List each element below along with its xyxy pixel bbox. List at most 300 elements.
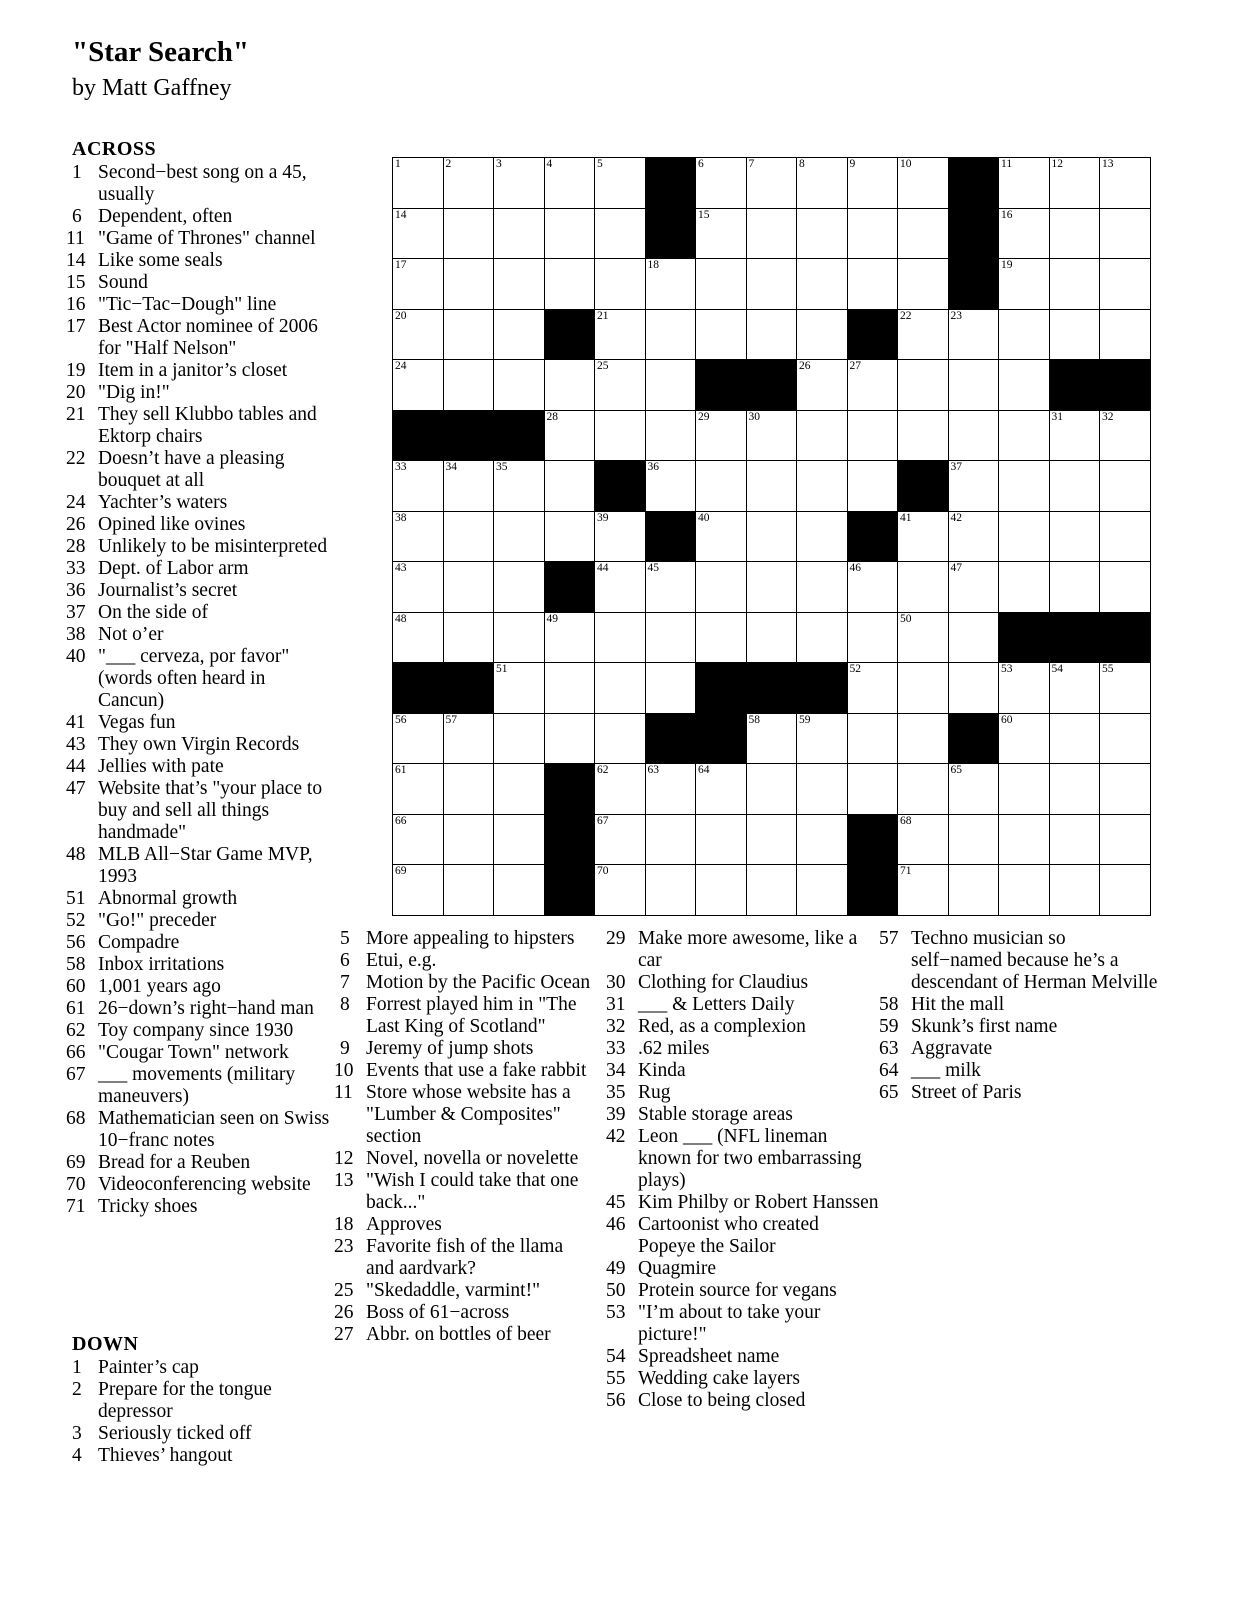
grid-cell[interactable] bbox=[696, 511, 747, 562]
grid-cell[interactable] bbox=[898, 814, 949, 865]
grid-cell[interactable] bbox=[746, 461, 797, 512]
grid-cell[interactable] bbox=[595, 309, 646, 360]
grid-cell[interactable] bbox=[494, 663, 545, 714]
grid-block-cell bbox=[746, 663, 797, 714]
grid-cell[interactable] bbox=[645, 663, 696, 714]
grid-cell[interactable] bbox=[494, 562, 545, 613]
grid-cell-number: 26 bbox=[799, 360, 811, 372]
grid-cell[interactable] bbox=[1049, 865, 1100, 916]
grid-cell[interactable] bbox=[1049, 410, 1100, 461]
clue-number: 11 bbox=[334, 1082, 353, 1103]
grid-cell-number: 22 bbox=[900, 309, 912, 322]
clue-text: .62 miles bbox=[638, 1038, 710, 1059]
grid-cell[interactable] bbox=[1049, 562, 1100, 613]
clue-text: Dept. of Labor arm bbox=[98, 558, 249, 579]
grid-cell-number: 37 bbox=[950, 461, 962, 473]
grid-row bbox=[393, 713, 1151, 764]
clue-number: 1 bbox=[72, 1357, 82, 1378]
grid-cell[interactable] bbox=[645, 865, 696, 916]
clue-item bbox=[66, 734, 332, 756]
grid-cell[interactable] bbox=[1100, 814, 1151, 865]
grid-cell[interactable] bbox=[999, 764, 1050, 815]
grid-cell[interactable] bbox=[696, 158, 747, 209]
grid-cell[interactable] bbox=[595, 158, 646, 209]
clue-text: "Skedaddle, varmint!" bbox=[366, 1280, 541, 1301]
clue-text: They sell Klubbo tables and Ektorp chairs bbox=[98, 404, 317, 447]
grid-cell[interactable] bbox=[393, 814, 444, 865]
clue-number: 68 bbox=[66, 1108, 86, 1129]
clue-item bbox=[66, 294, 332, 316]
grid-cell[interactable] bbox=[393, 713, 444, 764]
grid-cell[interactable] bbox=[898, 562, 949, 613]
grid-cell[interactable] bbox=[746, 865, 797, 916]
grid-cell[interactable] bbox=[898, 259, 949, 310]
grid-cell[interactable] bbox=[494, 208, 545, 259]
clue-number: 17 bbox=[66, 316, 86, 337]
clue-number: 39 bbox=[606, 1104, 626, 1125]
grid-cell[interactable] bbox=[999, 814, 1050, 865]
grid-cell[interactable] bbox=[1049, 764, 1100, 815]
grid-cell[interactable] bbox=[1100, 461, 1151, 512]
grid-cell[interactable] bbox=[696, 208, 747, 259]
grid-cell[interactable] bbox=[898, 309, 949, 360]
grid-block-cell bbox=[645, 511, 696, 562]
grid-cell-number: 50 bbox=[900, 612, 912, 625]
grid-cell[interactable] bbox=[999, 461, 1050, 512]
grid-cell[interactable] bbox=[797, 461, 848, 512]
grid-cell[interactable] bbox=[1049, 814, 1100, 865]
clue-item bbox=[66, 1064, 332, 1108]
grid-cell-number: 51 bbox=[496, 663, 508, 675]
grid-cell[interactable] bbox=[393, 360, 444, 411]
grid-cell[interactable] bbox=[595, 865, 646, 916]
grid-cell[interactable] bbox=[847, 410, 898, 461]
grid-cell-number: 40 bbox=[698, 511, 710, 524]
grid-cell[interactable] bbox=[898, 208, 949, 259]
grid-block-cell bbox=[544, 814, 595, 865]
grid-cell[interactable] bbox=[1100, 562, 1151, 613]
clue-item bbox=[66, 448, 332, 492]
grid-cell[interactable] bbox=[999, 208, 1050, 259]
grid-cell[interactable] bbox=[948, 461, 999, 512]
grid-cell[interactable] bbox=[696, 461, 747, 512]
grid-cell[interactable] bbox=[595, 663, 646, 714]
grid-cell[interactable] bbox=[393, 208, 444, 259]
grid-cell[interactable] bbox=[393, 865, 444, 916]
clue-text: Abnormal growth bbox=[98, 888, 238, 909]
grid-cell[interactable] bbox=[544, 461, 595, 512]
grid-cell[interactable] bbox=[595, 562, 646, 613]
grid-cell[interactable] bbox=[797, 865, 848, 916]
clue-text: Events that use a fake rabbit bbox=[366, 1060, 587, 1081]
grid-cell[interactable] bbox=[645, 309, 696, 360]
clue-item bbox=[606, 994, 880, 1016]
grid-cell[interactable] bbox=[645, 410, 696, 461]
grid-cell[interactable] bbox=[443, 208, 494, 259]
grid-cell[interactable] bbox=[595, 410, 646, 461]
grid-cell[interactable] bbox=[797, 511, 848, 562]
grid-cell[interactable] bbox=[948, 612, 999, 663]
grid-cell[interactable] bbox=[544, 663, 595, 714]
clue-number: 33 bbox=[606, 1038, 626, 1059]
grid-cell[interactable] bbox=[443, 612, 494, 663]
grid-cell[interactable] bbox=[1100, 865, 1151, 916]
grid-cell[interactable] bbox=[595, 612, 646, 663]
grid-cell[interactable] bbox=[494, 158, 545, 209]
grid-cell[interactable] bbox=[595, 713, 646, 764]
grid-cell[interactable] bbox=[443, 814, 494, 865]
grid-cell[interactable] bbox=[544, 208, 595, 259]
grid-cell[interactable] bbox=[948, 764, 999, 815]
grid-cell-number: 20 bbox=[395, 309, 407, 322]
grid-cell[interactable] bbox=[898, 511, 949, 562]
grid-cell[interactable] bbox=[898, 158, 949, 209]
grid-cell[interactable] bbox=[443, 713, 494, 764]
clue-number: 65 bbox=[879, 1082, 899, 1103]
grid-cell[interactable] bbox=[847, 612, 898, 663]
grid-cell-number: 31 bbox=[1051, 410, 1063, 423]
grid-cell[interactable] bbox=[393, 461, 444, 512]
grid-cell[interactable] bbox=[1049, 208, 1100, 259]
grid-cell[interactable] bbox=[847, 259, 898, 310]
grid-cell[interactable] bbox=[443, 309, 494, 360]
clue-number: 55 bbox=[606, 1368, 626, 1389]
grid-cell[interactable] bbox=[544, 612, 595, 663]
grid-cell[interactable] bbox=[746, 259, 797, 310]
grid-cell[interactable] bbox=[948, 511, 999, 562]
grid-cell[interactable] bbox=[898, 360, 949, 411]
grid-block-cell bbox=[847, 511, 898, 562]
clue-number: 22 bbox=[66, 448, 86, 469]
grid-cell[interactable] bbox=[1049, 158, 1100, 209]
grid-cell[interactable] bbox=[948, 410, 999, 461]
grid-cell[interactable] bbox=[443, 158, 494, 209]
clue-text: Make more awesome, like a car bbox=[638, 928, 858, 971]
grid-cell[interactable] bbox=[393, 562, 444, 613]
grid-cell[interactable] bbox=[696, 410, 747, 461]
clue-item bbox=[606, 928, 880, 972]
grid-cell[interactable] bbox=[645, 360, 696, 411]
grid-cell-number: 42 bbox=[950, 511, 962, 524]
clue-text: ___ milk bbox=[911, 1060, 981, 1081]
clue-text: Spreadsheet name bbox=[638, 1346, 780, 1367]
grid-cell[interactable] bbox=[797, 360, 848, 411]
clue-text: MLB All−Star Game MVP, 1993 bbox=[98, 844, 313, 887]
clue-item bbox=[879, 1016, 1160, 1038]
grid-block-cell bbox=[544, 309, 595, 360]
grid-cell[interactable] bbox=[847, 461, 898, 512]
grid-cell[interactable] bbox=[696, 764, 747, 815]
grid-cell-number: 47 bbox=[950, 562, 962, 574]
grid-cell[interactable] bbox=[1049, 511, 1100, 562]
grid-cell-number: 39 bbox=[597, 511, 609, 524]
clue-text: Vegas fun bbox=[98, 712, 176, 733]
clue-text: Prepare for the tongue depressor bbox=[98, 1379, 272, 1422]
clue-number: 38 bbox=[66, 624, 86, 645]
grid-cell[interactable] bbox=[1100, 208, 1151, 259]
grid-cell[interactable] bbox=[847, 158, 898, 209]
grid-cell[interactable] bbox=[1100, 309, 1151, 360]
grid-cell[interactable] bbox=[847, 663, 898, 714]
grid-cell[interactable] bbox=[443, 865, 494, 916]
clue-item bbox=[72, 206, 332, 228]
grid-cell[interactable] bbox=[696, 562, 747, 613]
grid-cell[interactable] bbox=[494, 259, 545, 310]
grid-cell[interactable] bbox=[645, 259, 696, 310]
grid-cell[interactable] bbox=[1100, 713, 1151, 764]
clue-item bbox=[66, 514, 332, 536]
clue-number: 18 bbox=[334, 1214, 354, 1235]
grid-cell[interactable] bbox=[746, 208, 797, 259]
grid-cell[interactable] bbox=[746, 612, 797, 663]
clue-item bbox=[334, 1170, 596, 1214]
down-clue-list-1 bbox=[72, 1357, 332, 1467]
grid-cell[interactable] bbox=[999, 309, 1050, 360]
grid-cell[interactable] bbox=[847, 360, 898, 411]
down-clues-column-4 bbox=[879, 928, 1160, 1104]
grid-cell-number: 1 bbox=[395, 158, 401, 170]
grid-cell[interactable] bbox=[898, 410, 949, 461]
grid-cell-number: 9 bbox=[849, 158, 856, 170]
grid-cell[interactable] bbox=[797, 713, 848, 764]
grid-cell[interactable] bbox=[393, 259, 444, 310]
grid-cell[interactable] bbox=[948, 360, 999, 411]
grid-cell-number: 14 bbox=[395, 208, 407, 221]
grid-cell[interactable] bbox=[595, 511, 646, 562]
grid-cell[interactable] bbox=[999, 713, 1050, 764]
grid-block-cell bbox=[696, 713, 747, 764]
clue-item bbox=[66, 492, 332, 514]
grid-cell[interactable] bbox=[494, 511, 545, 562]
grid-table[interactable] bbox=[392, 157, 1151, 916]
grid-cell[interactable] bbox=[948, 309, 999, 360]
grid-cell[interactable] bbox=[797, 309, 848, 360]
grid-block-cell bbox=[948, 259, 999, 310]
grid-cell[interactable] bbox=[645, 814, 696, 865]
grid-cell[interactable] bbox=[595, 360, 646, 411]
grid-cell[interactable] bbox=[847, 764, 898, 815]
grid-cell[interactable] bbox=[746, 410, 797, 461]
grid-cell[interactable] bbox=[443, 360, 494, 411]
grid-cell[interactable] bbox=[797, 764, 848, 815]
grid-cell[interactable] bbox=[1049, 259, 1100, 310]
grid-cell-number: 32 bbox=[1102, 410, 1114, 423]
clue-item bbox=[66, 778, 332, 844]
grid-cell[interactable] bbox=[645, 764, 696, 815]
grid-cell[interactable] bbox=[645, 461, 696, 512]
grid-cell[interactable] bbox=[494, 764, 545, 815]
clue-number: 28 bbox=[66, 536, 86, 557]
grid-cell[interactable] bbox=[999, 562, 1050, 613]
grid-cell[interactable] bbox=[999, 511, 1050, 562]
clue-text: Painter’s cap bbox=[98, 1357, 199, 1378]
clue-item bbox=[334, 1280, 596, 1302]
grid-cell[interactable] bbox=[494, 865, 545, 916]
grid-cell[interactable] bbox=[443, 461, 494, 512]
grid-cell[interactable] bbox=[999, 158, 1050, 209]
grid-cell[interactable] bbox=[595, 764, 646, 815]
clue-number: 32 bbox=[606, 1016, 626, 1037]
clue-number: 23 bbox=[334, 1236, 354, 1257]
grid-cell[interactable] bbox=[443, 764, 494, 815]
grid-cell[interactable] bbox=[696, 814, 747, 865]
grid-cell[interactable] bbox=[1100, 410, 1151, 461]
grid-cell[interactable] bbox=[494, 814, 545, 865]
grid-cell[interactable] bbox=[847, 208, 898, 259]
grid-cell[interactable] bbox=[1049, 713, 1100, 764]
grid-cell-number: 52 bbox=[849, 663, 861, 675]
grid-cell[interactable] bbox=[948, 562, 999, 613]
grid-cell[interactable] bbox=[847, 713, 898, 764]
clue-item bbox=[72, 1445, 332, 1467]
grid-cell[interactable] bbox=[898, 764, 949, 815]
grid-cell[interactable] bbox=[393, 764, 444, 815]
grid-cell[interactable] bbox=[999, 663, 1050, 714]
grid-cell[interactable] bbox=[443, 259, 494, 310]
clue-item bbox=[334, 1302, 596, 1324]
grid-cell-number: 29 bbox=[698, 410, 710, 423]
grid-cell-number: 24 bbox=[395, 360, 407, 372]
grid-cell[interactable] bbox=[494, 309, 545, 360]
grid-cell[interactable] bbox=[494, 360, 545, 411]
grid-row bbox=[393, 360, 1151, 411]
grid-cell[interactable] bbox=[999, 259, 1050, 310]
grid-cell[interactable] bbox=[595, 814, 646, 865]
clue-text: More appealing to hipsters bbox=[366, 928, 575, 949]
clue-text: Unlikely to be misinterpreted bbox=[98, 536, 328, 557]
clue-number: 62 bbox=[66, 1020, 86, 1041]
grid-cell[interactable] bbox=[544, 511, 595, 562]
grid-cell[interactable] bbox=[393, 309, 444, 360]
grid-cell[interactable] bbox=[696, 259, 747, 310]
grid-cell[interactable] bbox=[1100, 511, 1151, 562]
clue-text: "Dig in!" bbox=[98, 382, 170, 403]
clue-item bbox=[334, 1236, 596, 1280]
grid-cell[interactable] bbox=[443, 511, 494, 562]
grid-cell[interactable] bbox=[393, 511, 444, 562]
grid-cell[interactable] bbox=[1049, 309, 1100, 360]
grid-cell[interactable] bbox=[544, 410, 595, 461]
grid-cell[interactable] bbox=[595, 259, 646, 310]
grid-cell[interactable] bbox=[544, 259, 595, 310]
grid-cell[interactable] bbox=[746, 309, 797, 360]
clue-text: Boss of 61−across bbox=[366, 1302, 510, 1323]
grid-cell[interactable] bbox=[746, 814, 797, 865]
grid-cell[interactable] bbox=[696, 309, 747, 360]
grid-cell[interactable] bbox=[746, 158, 797, 209]
clue-text: "Game of Thrones" channel bbox=[98, 228, 316, 249]
clue-number: 6 bbox=[72, 206, 82, 227]
grid-cell[interactable] bbox=[898, 663, 949, 714]
grid-block-cell bbox=[393, 663, 444, 714]
clue-number: 31 bbox=[606, 994, 626, 1015]
clue-text: Stable storage areas bbox=[638, 1104, 793, 1125]
grid-row bbox=[393, 663, 1151, 714]
grid-cell[interactable] bbox=[393, 158, 444, 209]
grid-cell-number: 18 bbox=[647, 259, 659, 271]
clue-number: 10 bbox=[334, 1060, 354, 1081]
grid-cell[interactable] bbox=[1100, 259, 1151, 310]
clue-item bbox=[66, 228, 332, 250]
clue-item bbox=[606, 1082, 880, 1104]
grid-cell[interactable] bbox=[898, 865, 949, 916]
clue-number: 50 bbox=[606, 1280, 626, 1301]
grid-cell[interactable] bbox=[746, 713, 797, 764]
grid-cell[interactable] bbox=[847, 562, 898, 613]
clue-item bbox=[66, 1174, 332, 1196]
clue-number: 61 bbox=[66, 998, 86, 1019]
clue-text: Protein source for vegans bbox=[638, 1280, 837, 1301]
grid-cell[interactable] bbox=[999, 865, 1050, 916]
clue-text: Tricky shoes bbox=[98, 1196, 198, 1217]
grid-cell[interactable] bbox=[443, 562, 494, 613]
grid-cell[interactable] bbox=[948, 814, 999, 865]
grid-cell[interactable] bbox=[746, 511, 797, 562]
grid-cell[interactable] bbox=[494, 612, 545, 663]
grid-cell[interactable] bbox=[797, 562, 848, 613]
grid-block-cell bbox=[544, 865, 595, 916]
clue-text: Close to being closed bbox=[638, 1390, 806, 1411]
grid-cell[interactable] bbox=[494, 461, 545, 512]
grid-cell[interactable] bbox=[595, 208, 646, 259]
grid-cell[interactable] bbox=[797, 612, 848, 663]
grid-cell[interactable] bbox=[494, 713, 545, 764]
grid-cell[interactable] bbox=[1100, 663, 1151, 714]
clue-text: Item in a janitor’s closet bbox=[98, 360, 288, 381]
grid-cell[interactable] bbox=[999, 360, 1050, 411]
grid-cell[interactable] bbox=[898, 713, 949, 764]
grid-cell[interactable] bbox=[797, 208, 848, 259]
grid-cell[interactable] bbox=[645, 612, 696, 663]
grid-cell[interactable] bbox=[797, 158, 848, 209]
grid-cell[interactable] bbox=[1049, 663, 1100, 714]
grid-cell[interactable] bbox=[393, 612, 444, 663]
clue-number: 30 bbox=[606, 972, 626, 993]
grid-cell[interactable] bbox=[948, 663, 999, 714]
grid-row bbox=[393, 208, 1151, 259]
grid-cell[interactable] bbox=[1100, 764, 1151, 815]
grid-cell-number: 55 bbox=[1102, 663, 1114, 675]
clue-text: Forrest played him in "The Last King of Scotland" bbox=[366, 994, 577, 1037]
grid-cell[interactable] bbox=[999, 410, 1050, 461]
grid-cell[interactable] bbox=[797, 259, 848, 310]
grid-cell[interactable] bbox=[645, 562, 696, 613]
grid-block-cell bbox=[797, 663, 848, 714]
grid-cell[interactable] bbox=[948, 865, 999, 916]
grid-block-cell bbox=[443, 410, 494, 461]
grid-cell-number: 66 bbox=[395, 814, 407, 827]
grid-cell[interactable] bbox=[1049, 461, 1100, 512]
grid-cell[interactable] bbox=[797, 410, 848, 461]
grid-cell[interactable] bbox=[696, 865, 747, 916]
down-clue-list-2 bbox=[334, 928, 596, 1346]
crossword-grid[interactable] bbox=[392, 157, 1151, 916]
grid-cell[interactable] bbox=[797, 814, 848, 865]
grid-cell[interactable] bbox=[898, 612, 949, 663]
clue-item bbox=[66, 558, 332, 580]
grid-cell[interactable] bbox=[544, 158, 595, 209]
grid-cell-number: 4 bbox=[546, 158, 553, 170]
grid-cell-number: 25 bbox=[597, 360, 609, 372]
grid-cell[interactable] bbox=[1100, 158, 1151, 209]
clue-text: "Tic−Tac−Dough" line bbox=[98, 294, 277, 315]
grid-cell[interactable] bbox=[544, 713, 595, 764]
grid-cell[interactable] bbox=[696, 612, 747, 663]
grid-cell[interactable] bbox=[746, 562, 797, 613]
grid-cell[interactable] bbox=[746, 764, 797, 815]
clue-item bbox=[606, 1192, 880, 1214]
grid-cell[interactable] bbox=[544, 360, 595, 411]
